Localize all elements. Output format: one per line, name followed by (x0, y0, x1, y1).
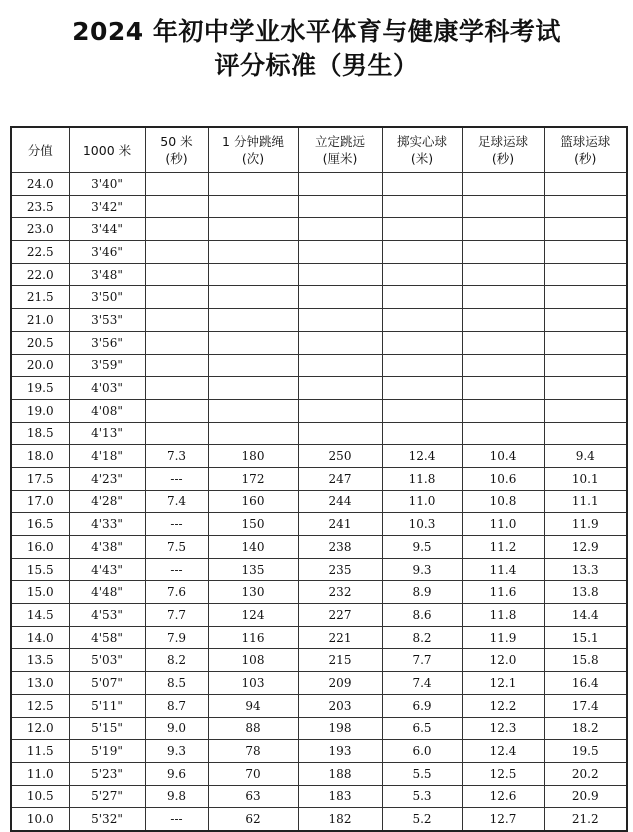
cell-50m: 7.7 (145, 604, 208, 627)
cell-50m: 7.9 (145, 626, 208, 649)
cell-50m: 9.6 (145, 762, 208, 785)
cell-basketball-dribble (544, 286, 627, 309)
cell-rope-skipping: 94 (208, 694, 298, 717)
cell-standing-jump: 183 (298, 785, 382, 808)
cell-medicine-ball: 5.2 (382, 808, 462, 831)
cell-football-dribble (462, 377, 544, 400)
cell-rope-skipping: 135 (208, 558, 298, 581)
cell-football-dribble: 10.8 (462, 490, 544, 513)
cell-score: 17.0 (11, 490, 69, 513)
cell-rope-skipping (208, 173, 298, 196)
cell-1000m: 4'23" (69, 467, 145, 490)
cell-score: 23.5 (11, 195, 69, 218)
table-row (11, 581, 627, 604)
cell-basketball-dribble (544, 195, 627, 218)
cell-score: 15.0 (11, 581, 69, 604)
cell-medicine-ball (382, 309, 462, 332)
cell-50m: 8.5 (145, 672, 208, 695)
cell-standing-jump: 209 (298, 672, 382, 695)
cell-medicine-ball: 12.4 (382, 445, 462, 468)
cell-1000m: 5'11" (69, 694, 145, 717)
cell-medicine-ball (382, 422, 462, 445)
cell-medicine-ball (382, 263, 462, 286)
header-score: 分值 (11, 127, 69, 173)
cell-football-dribble (462, 263, 544, 286)
table-row (11, 218, 627, 241)
cell-medicine-ball: 8.2 (382, 626, 462, 649)
table-row (11, 241, 627, 264)
cell-score: 19.0 (11, 399, 69, 422)
cell-score: 17.5 (11, 467, 69, 490)
cell-standing-jump: 193 (298, 740, 382, 763)
cell-score: 18.5 (11, 422, 69, 445)
table-row (11, 445, 627, 468)
table-row (11, 286, 627, 309)
cell-1000m: 4'08" (69, 399, 145, 422)
header-50m: 50 米 (秒) (145, 127, 208, 173)
cell-basketball-dribble: 20.2 (544, 762, 627, 785)
cell-standing-jump (298, 263, 382, 286)
table-row (11, 762, 627, 785)
cell-score: 23.0 (11, 218, 69, 241)
cell-rope-skipping (208, 218, 298, 241)
cell-rope-skipping (208, 354, 298, 377)
cell-basketball-dribble: 15.8 (544, 649, 627, 672)
cell-medicine-ball: 5.3 (382, 785, 462, 808)
cell-basketball-dribble (544, 377, 627, 400)
cell-score: 14.5 (11, 604, 69, 627)
cell-standing-jump: 244 (298, 490, 382, 513)
cell-1000m: 3'56" (69, 331, 145, 354)
cell-50m: --- (145, 467, 208, 490)
cell-football-dribble: 10.4 (462, 445, 544, 468)
scoring-table (10, 126, 628, 832)
cell-standing-jump: 198 (298, 717, 382, 740)
cell-score: 16.5 (11, 513, 69, 536)
cell-50m (145, 195, 208, 218)
cell-50m: 9.3 (145, 740, 208, 763)
table-row (11, 331, 627, 354)
cell-medicine-ball: 5.5 (382, 762, 462, 785)
cell-basketball-dribble: 16.4 (544, 672, 627, 695)
cell-score: 24.0 (11, 173, 69, 196)
cell-standing-jump (298, 309, 382, 332)
cell-medicine-ball: 6.0 (382, 740, 462, 763)
table-row (11, 513, 627, 536)
cell-1000m: 4'28" (69, 490, 145, 513)
table-row (11, 263, 627, 286)
cell-50m: 8.2 (145, 649, 208, 672)
cell-score: 20.5 (11, 331, 69, 354)
cell-rope-skipping: 130 (208, 581, 298, 604)
table-row (11, 536, 627, 559)
cell-score: 21.5 (11, 286, 69, 309)
cell-score: 21.0 (11, 309, 69, 332)
cell-rope-skipping: 103 (208, 672, 298, 695)
cell-football-dribble: 12.6 (462, 785, 544, 808)
cell-football-dribble: 11.8 (462, 604, 544, 627)
cell-standing-jump: 182 (298, 808, 382, 831)
cell-football-dribble (462, 309, 544, 332)
cell-medicine-ball (382, 399, 462, 422)
cell-standing-jump (298, 422, 382, 445)
table-row (11, 309, 627, 332)
cell-standing-jump: 215 (298, 649, 382, 672)
cell-50m (145, 309, 208, 332)
cell-medicine-ball (382, 195, 462, 218)
cell-rope-skipping: 70 (208, 762, 298, 785)
table-row (11, 173, 627, 196)
table-row (11, 785, 627, 808)
cell-football-dribble: 11.6 (462, 581, 544, 604)
cell-standing-jump: 203 (298, 694, 382, 717)
cell-football-dribble (462, 195, 544, 218)
cell-basketball-dribble: 14.4 (544, 604, 627, 627)
table-row (11, 399, 627, 422)
cell-1000m: 5'15" (69, 717, 145, 740)
cell-50m: --- (145, 513, 208, 536)
cell-rope-skipping: 180 (208, 445, 298, 468)
cell-1000m: 5'19" (69, 740, 145, 763)
cell-football-dribble (462, 286, 544, 309)
cell-50m (145, 263, 208, 286)
cell-1000m: 4'53" (69, 604, 145, 627)
table-row (11, 694, 627, 717)
cell-50m (145, 377, 208, 400)
cell-standing-jump: 247 (298, 467, 382, 490)
cell-rope-skipping: 88 (208, 717, 298, 740)
header-standing-jump: 立定跳远 (厘米) (298, 127, 382, 173)
header-basketball-dribble: 篮球运球 (秒) (544, 127, 627, 173)
cell-basketball-dribble: 13.8 (544, 581, 627, 604)
document-subtitle: 评分标准（男生） (214, 51, 419, 80)
cell-basketball-dribble (544, 241, 627, 264)
cell-football-dribble (462, 331, 544, 354)
cell-standing-jump: 235 (298, 558, 382, 581)
table-row (11, 422, 627, 445)
cell-basketball-dribble (544, 331, 627, 354)
cell-score: 18.0 (11, 445, 69, 468)
cell-standing-jump (298, 331, 382, 354)
cell-1000m: 3'50" (69, 286, 145, 309)
table-body (11, 173, 627, 831)
cell-standing-jump: 238 (298, 536, 382, 559)
cell-standing-jump (298, 286, 382, 309)
cell-football-dribble: 11.9 (462, 626, 544, 649)
header-football-dribble: 足球运球 (秒) (462, 127, 544, 173)
cell-football-dribble: 12.4 (462, 740, 544, 763)
cell-football-dribble: 11.4 (462, 558, 544, 581)
cell-football-dribble (462, 354, 544, 377)
cell-medicine-ball: 7.7 (382, 649, 462, 672)
cell-rope-skipping (208, 195, 298, 218)
cell-standing-jump: 241 (298, 513, 382, 536)
cell-standing-jump (298, 195, 382, 218)
cell-50m: 9.8 (145, 785, 208, 808)
table-row (11, 354, 627, 377)
cell-football-dribble: 12.1 (462, 672, 544, 695)
cell-1000m: 4'58" (69, 626, 145, 649)
cell-score: 22.0 (11, 263, 69, 286)
cell-1000m: 3'46" (69, 241, 145, 264)
cell-basketball-dribble: 13.3 (544, 558, 627, 581)
cell-1000m: 3'44" (69, 218, 145, 241)
cell-1000m: 5'23" (69, 762, 145, 785)
cell-football-dribble (462, 173, 544, 196)
cell-score: 13.5 (11, 649, 69, 672)
cell-medicine-ball (382, 218, 462, 241)
cell-standing-jump: 250 (298, 445, 382, 468)
table-row (11, 626, 627, 649)
table-row (11, 672, 627, 695)
cell-medicine-ball: 11.8 (382, 467, 462, 490)
cell-50m: 9.0 (145, 717, 208, 740)
cell-score: 19.5 (11, 377, 69, 400)
cell-medicine-ball (382, 331, 462, 354)
cell-1000m: 4'33" (69, 513, 145, 536)
table-row (11, 717, 627, 740)
cell-1000m: 4'48" (69, 581, 145, 604)
cell-medicine-ball: 9.5 (382, 536, 462, 559)
cell-rope-skipping: 78 (208, 740, 298, 763)
table-row (11, 649, 627, 672)
cell-rope-skipping: 63 (208, 785, 298, 808)
cell-football-dribble: 10.6 (462, 467, 544, 490)
cell-50m (145, 354, 208, 377)
cell-football-dribble: 12.7 (462, 808, 544, 831)
cell-50m (145, 286, 208, 309)
cell-basketball-dribble: 20.9 (544, 785, 627, 808)
cell-basketball-dribble: 10.1 (544, 467, 627, 490)
cell-1000m: 4'43" (69, 558, 145, 581)
table-row (11, 195, 627, 218)
cell-rope-skipping (208, 422, 298, 445)
table-header-row (11, 127, 627, 173)
cell-football-dribble (462, 422, 544, 445)
cell-50m (145, 331, 208, 354)
document-title: 2024 年初中学业水平体育与健康学科考试 (72, 17, 561, 46)
cell-basketball-dribble: 19.5 (544, 740, 627, 763)
cell-score: 10.5 (11, 785, 69, 808)
cell-medicine-ball (382, 286, 462, 309)
table-row (11, 558, 627, 581)
cell-medicine-ball: 11.0 (382, 490, 462, 513)
cell-rope-skipping (208, 309, 298, 332)
cell-medicine-ball (382, 377, 462, 400)
cell-basketball-dribble: 12.9 (544, 536, 627, 559)
cell-football-dribble: 12.0 (462, 649, 544, 672)
cell-score: 10.0 (11, 808, 69, 831)
cell-50m: 7.3 (145, 445, 208, 468)
cell-1000m: 4'03" (69, 377, 145, 400)
cell-1000m: 5'07" (69, 672, 145, 695)
header-rope-skipping: 1 分钟跳绳 (次) (208, 127, 298, 173)
cell-standing-jump (298, 173, 382, 196)
cell-50m (145, 173, 208, 196)
cell-football-dribble (462, 218, 544, 241)
cell-standing-jump (298, 399, 382, 422)
cell-basketball-dribble (544, 218, 627, 241)
cell-football-dribble: 12.3 (462, 717, 544, 740)
cell-football-dribble (462, 399, 544, 422)
cell-1000m: 5'27" (69, 785, 145, 808)
cell-medicine-ball: 7.4 (382, 672, 462, 695)
cell-basketball-dribble (544, 263, 627, 286)
cell-football-dribble: 12.2 (462, 694, 544, 717)
cell-standing-jump (298, 241, 382, 264)
cell-50m (145, 241, 208, 264)
cell-standing-jump: 221 (298, 626, 382, 649)
cell-1000m: 4'18" (69, 445, 145, 468)
cell-rope-skipping (208, 263, 298, 286)
cell-basketball-dribble: 17.4 (544, 694, 627, 717)
cell-rope-skipping: 150 (208, 513, 298, 536)
cell-score: 12.0 (11, 717, 69, 740)
cell-50m (145, 399, 208, 422)
cell-football-dribble: 11.2 (462, 536, 544, 559)
table-row (11, 808, 627, 831)
cell-rope-skipping: 124 (208, 604, 298, 627)
cell-basketball-dribble (544, 399, 627, 422)
cell-standing-jump: 227 (298, 604, 382, 627)
cell-basketball-dribble: 18.2 (544, 717, 627, 740)
cell-score: 13.0 (11, 672, 69, 695)
cell-rope-skipping: 160 (208, 490, 298, 513)
cell-rope-skipping: 172 (208, 467, 298, 490)
cell-standing-jump (298, 377, 382, 400)
cell-basketball-dribble: 9.4 (544, 445, 627, 468)
header-medicine-ball: 掷实心球 (米) (382, 127, 462, 173)
cell-standing-jump (298, 354, 382, 377)
cell-basketball-dribble (544, 354, 627, 377)
cell-basketball-dribble (544, 173, 627, 196)
cell-50m: 7.6 (145, 581, 208, 604)
cell-1000m: 3'40" (69, 173, 145, 196)
cell-basketball-dribble (544, 422, 627, 445)
cell-score: 11.0 (11, 762, 69, 785)
cell-1000m: 3'48" (69, 263, 145, 286)
cell-rope-skipping (208, 331, 298, 354)
cell-rope-skipping: 108 (208, 649, 298, 672)
cell-score: 11.5 (11, 740, 69, 763)
cell-score: 22.5 (11, 241, 69, 264)
cell-standing-jump: 232 (298, 581, 382, 604)
cell-1000m: 3'59" (69, 354, 145, 377)
cell-50m: 7.5 (145, 536, 208, 559)
cell-basketball-dribble: 11.9 (544, 513, 627, 536)
cell-50m: --- (145, 808, 208, 831)
table-row (11, 740, 627, 763)
cell-basketball-dribble: 21.2 (544, 808, 627, 831)
cell-medicine-ball (382, 354, 462, 377)
cell-rope-skipping (208, 286, 298, 309)
cell-1000m: 4'38" (69, 536, 145, 559)
cell-1000m: 5'03" (69, 649, 145, 672)
cell-1000m: 5'32" (69, 808, 145, 831)
cell-50m: --- (145, 558, 208, 581)
table-row (11, 490, 627, 513)
cell-medicine-ball: 9.3 (382, 558, 462, 581)
cell-1000m: 3'53" (69, 309, 145, 332)
cell-50m: 7.4 (145, 490, 208, 513)
cell-football-dribble: 12.5 (462, 762, 544, 785)
cell-standing-jump (298, 218, 382, 241)
cell-basketball-dribble: 11.1 (544, 490, 627, 513)
cell-1000m: 4'13" (69, 422, 145, 445)
cell-50m: 8.7 (145, 694, 208, 717)
cell-medicine-ball (382, 241, 462, 264)
table-row (11, 467, 627, 490)
cell-medicine-ball: 10.3 (382, 513, 462, 536)
cell-score: 14.0 (11, 626, 69, 649)
header-1000m: 1000 米 (69, 127, 145, 173)
cell-football-dribble (462, 241, 544, 264)
cell-rope-skipping (208, 377, 298, 400)
cell-medicine-ball: 8.6 (382, 604, 462, 627)
cell-rope-skipping: 62 (208, 808, 298, 831)
cell-rope-skipping: 140 (208, 536, 298, 559)
cell-score: 15.5 (11, 558, 69, 581)
cell-score: 16.0 (11, 536, 69, 559)
cell-rope-skipping: 116 (208, 626, 298, 649)
cell-medicine-ball: 6.5 (382, 717, 462, 740)
cell-1000m: 3'42" (69, 195, 145, 218)
cell-medicine-ball (382, 173, 462, 196)
cell-basketball-dribble: 15.1 (544, 626, 627, 649)
table-row (11, 604, 627, 627)
cell-basketball-dribble (544, 309, 627, 332)
cell-medicine-ball: 6.9 (382, 694, 462, 717)
cell-score: 20.0 (11, 354, 69, 377)
table-row (11, 377, 627, 400)
cell-rope-skipping (208, 241, 298, 264)
cell-standing-jump: 188 (298, 762, 382, 785)
cell-50m (145, 422, 208, 445)
cell-rope-skipping (208, 399, 298, 422)
cell-football-dribble: 11.0 (462, 513, 544, 536)
cell-50m (145, 218, 208, 241)
cell-score: 12.5 (11, 694, 69, 717)
cell-medicine-ball: 8.9 (382, 581, 462, 604)
